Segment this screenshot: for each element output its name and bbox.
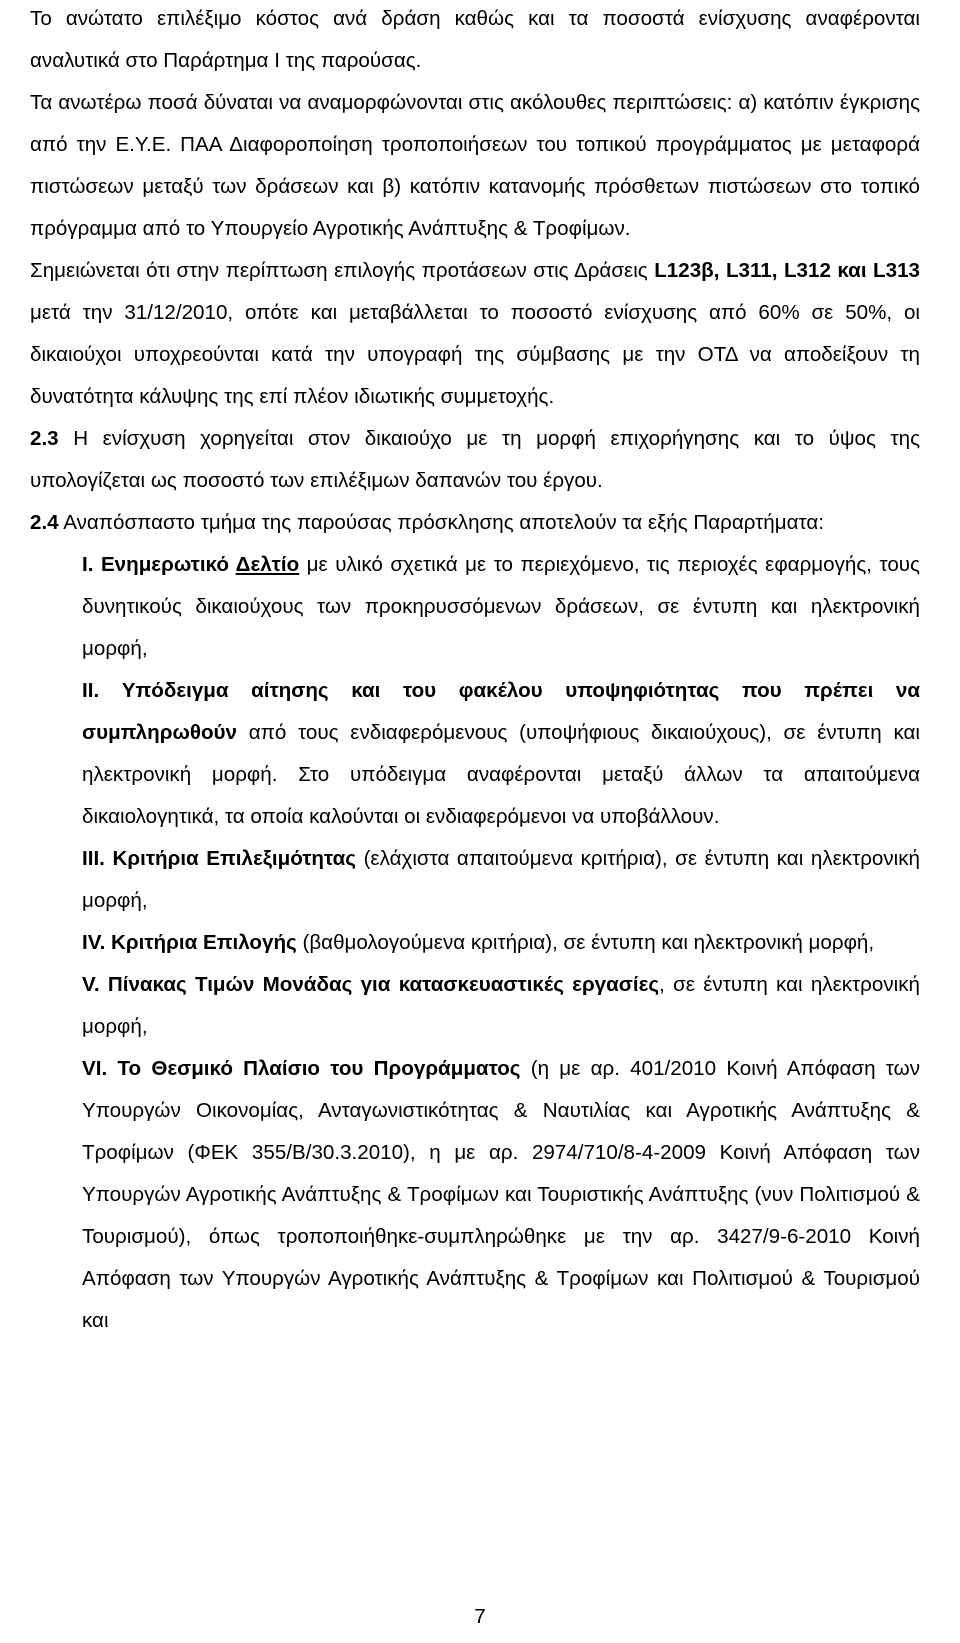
section-number: 2.3 (30, 427, 59, 450)
annex-numeral: II. (82, 679, 100, 702)
annex-title: Κριτήρια Επιλογής (111, 931, 297, 954)
paragraph-intro: Το ανώτατο επιλέξιμο κόστος ανά δράση καθώς και τα ποσοστά ενίσχυσης αναφέρονται αναλυτικά στο Παράρτημα Ι της παρούσας. (30, 7, 920, 72)
note-text-start: Σημειώνεται ότι στην περίπτωση επιλογής προτάσεων στις Δράσεις (30, 259, 655, 282)
paragraph-note (30, 250, 920, 418)
annex-description: , σε έντυπη και ηλεκτρονική μορφή, (82, 973, 920, 1038)
annex-title: Το Θεσμικό Πλαίσιο του Προγράμματος (117, 1057, 521, 1080)
annex-description: (η με αρ. 401/2010 Κοινή Απόφαση των Υπουργών Οικονομίας, Ανταγωνιστικότητας & Ναυτιλίας και Αγροτικής Ανάπτυξης & Τροφίμων (ΦΕΚ 355/Β/30.3.2010), η με αρ. 2974/710/8-4-2009 Κοινή Απόφαση των Υπουργών Αγροτικής Ανάπτυξης & Τροφίμων και Τουριστικής Ανάπτυξης (νυν Πολιτισμού & Τουρισμού), όπως τροποποιήθηκε-συμπληρώθηκε με την αρ. 3427/9-6-2010 Κοινή Απόφαση των Υπουργών Αγροτικής Ανάπτυξης & Τροφίμων και Πολιτισμού & Τουρισμού και (82, 1057, 920, 1332)
annex-item-2 (30, 670, 920, 838)
section-text: Η ενίσχυση χορηγείται στον δικαιούχο με τη μορφή επιχορήγησης και το ύψος της υπολογίζεται ως ποσοστό των επιλέξιμων δαπανών του έργου. (30, 427, 920, 492)
annex-title: Ενημερωτικό (100, 553, 236, 576)
annex-title: Πίνακας Τιμών Μονάδας για κατασκευαστικές εργασίες (107, 973, 660, 996)
section-text: Αναπόσπαστο τμήμα της παρούσας πρόσκλησης αποτελούν τα εξής Παραρτήματα: (58, 511, 824, 534)
annex-item-5 (30, 964, 920, 1048)
section-2-4 (30, 502, 920, 544)
annex-numeral: IV. (82, 931, 106, 954)
page-number: 7 (474, 1605, 486, 1628)
annex-description: με υλικό σχετικά με το περιεχόμενο, τις περιοχές εφαρμογής, τους δυνητικούς δικαιούχους των προκηρυσσόμενων δράσεων, σε έντυπη και ηλεκτρονική μορφή, (82, 553, 920, 660)
annex-item-1 (30, 544, 920, 670)
annex-numeral: I. (82, 553, 94, 576)
annex-separator (100, 973, 108, 996)
annex-description: από τους ενδιαφερόμενους (υποψήφιους δικαιούχους), σε έντυπη και ηλεκτρονική μορφή. Στο υπόδειγμα αναφέρονται μεταξύ άλλων τα απαιτούμενα δικαιολογητικά, τα οποία καλούνται οι ενδιαφερόμενοι να υποβάλλουν. (82, 721, 920, 828)
annex-description: (ελάχιστα απαιτούμενα κριτήρια), σε έντυπη και ηλεκτρονική μορφή, (82, 847, 920, 912)
annex-title: Κριτήρια Επιλεξιμότητας (112, 847, 356, 870)
annex-numeral: VI. (82, 1057, 108, 1080)
annex-separator (99, 679, 122, 702)
annex-numeral: V. (82, 973, 100, 996)
annex-separator (107, 1057, 117, 1080)
annex-numeral: III. (82, 847, 105, 870)
annex-item-3 (30, 838, 920, 922)
annex-description: (βαθμολογούμενα κριτήρια), σε έντυπη και ηλεκτρονική μορφή, (296, 931, 875, 954)
annex-title: Υπόδειγμα αίτησης και του φακέλου υποψηφιότητας που πρέπει να συμπληρωθούν (82, 679, 920, 744)
annex-item-6 (30, 1048, 920, 1342)
section-number: 2.4 (30, 511, 59, 534)
annex-item-4 (30, 922, 920, 964)
note-actions-bold: L123β, L311, L312 και L313 (654, 259, 920, 282)
paragraph-amounts-reform: Τα ανωτέρω ποσά δύναται να αναμορφώνονται στις ακόλουθες περιπτώσεις: α) κατόπιν έγκρισης από την Ε.Υ.Ε. ΠΑΑ Διαφοροποίηση τροποποιήσεων του τοπικού προγράμματος με μεταφορά πιστώσεων μεταξύ των δράσεων και β) κατόπιν κατανομής πρόσθετων πιστώσεων στο τοπικό πρόγραμμα από το Υπουργείο Αγροτικής Ανάπτυξης & Τροφίμων. (30, 91, 920, 240)
note-text-end: μετά την 31/12/2010, οπότε και μεταβάλλεται το ποσοστό ενίσχυσης από 60% σε 50%, οι δικαιούχοι υποχρεούνται κατά την υπογραφή της σύμβασης με την ΟΤΔ να αποδείξουν τη δυνατότητα κάλυψης της επί πλέον ιδιωτικής συμμετοχής. (30, 301, 920, 408)
annex-separator (93, 553, 100, 576)
section-2-3 (30, 418, 920, 502)
annex-title-underlined: Δελτίο (235, 553, 300, 576)
